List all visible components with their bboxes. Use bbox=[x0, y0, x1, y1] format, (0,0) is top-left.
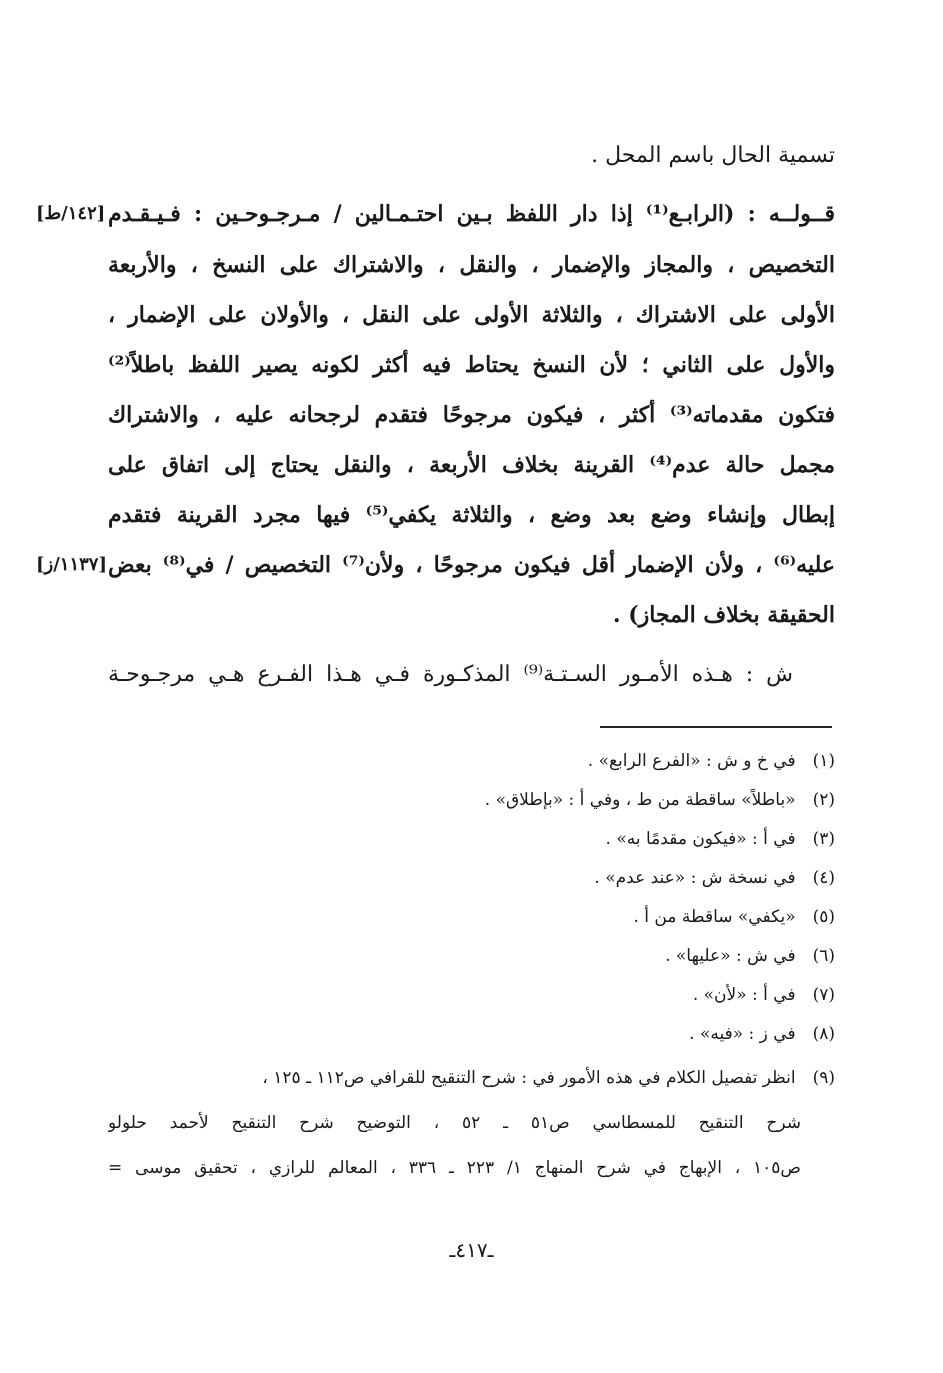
footnote-number: (٩) bbox=[812, 1068, 835, 1088]
text-line-9: عليه⁽⁶⁾ ، ولأن الإضمار أقل فيكون مرجوحًا ، ولأن⁽⁷⁾ التخصيص / في⁽⁸⁾ بعض bbox=[108, 552, 835, 578]
text-line-2: قــولــه : (الرابـع⁽¹⁾ إذا دار اللفظ بـين احتـمـالين / مـرجـوحـين : فـيـقـدم bbox=[108, 201, 835, 227]
footnote-9 bbox=[108, 1063, 835, 1095]
footnote-text: في ز : «فيه» . bbox=[689, 1024, 796, 1044]
footnote-8 bbox=[108, 1019, 835, 1051]
text-line-6: فتكون مقدماته⁽³⁾ أكثر ، فيكون مرجوحًا فتقدم لرجحانه عليه ، والاشتراك bbox=[108, 402, 835, 428]
footnote-9-continuation-1: شرح التنقيح للمسطاسي ص٥١ ـ ٥٢ ، التوضيح شرح التنقيح لأحمد حلولو bbox=[108, 1113, 801, 1133]
text-line-5: والأول على الثاني ؛ لأن النسخ يحتاط فيه أكثر لكونه يصير اللفظ باطلاً⁽²⁾ bbox=[108, 352, 835, 378]
footnote-text: في أ : «لأن» . bbox=[692, 985, 796, 1005]
text-line-7: مجمل حالة عدم⁽⁴⁾ القرينة بخلاف الأربعة ، والنقل يحتاج إلى اتفاق على bbox=[108, 452, 835, 478]
footnote-text: «باطلاً» ساقطة من ط ، وفي أ : «بإطلاق» . bbox=[484, 790, 796, 810]
text-line-8: إبطال وإنشاء وضع بعد وضع ، والثلاثة يكفي⁽⁵⁾ فيها مجرد القرينة فتقدم bbox=[108, 502, 835, 528]
page-number: ـ٤١٧ـ bbox=[449, 1238, 494, 1262]
footnote-text: في خ و ش : «الفرع الرابع» . bbox=[587, 751, 796, 771]
footnote-6 bbox=[108, 941, 835, 973]
footnote-4 bbox=[108, 863, 835, 895]
text-line-3: التخصيص ، والمجاز والإضمار ، والنقل ، والاشتراك على النسخ ، والأربعة bbox=[108, 252, 835, 278]
footnote-text: في أ : «فيكون مقدمًا به» . bbox=[605, 829, 796, 849]
footnote-number: (٨) bbox=[812, 1024, 835, 1044]
footnote-text: في نسخة ش : «عند عدم» . bbox=[594, 868, 796, 888]
margin-marker-ta: [١٤٢/ط] bbox=[36, 203, 106, 224]
footnote-number: (٣) bbox=[812, 829, 835, 849]
text-line-10: الحقيقة بخلاف المجاز) . bbox=[612, 602, 835, 628]
margin-marker-zay: [١١٣٧/ز] bbox=[36, 554, 107, 575]
footnote-number: (٢) bbox=[812, 790, 835, 810]
footnote-text: انظر تفصيل الكلام في هذه الأمور في : شرح التنقيح للقرافي ص١١٢ ـ ١٢٥ ، bbox=[262, 1068, 796, 1088]
footnote-number: (٤) bbox=[812, 868, 835, 888]
text-line-11: ش : هـذه الأمـور السـتـة⁽⁹⁾ المذكـورة فـي هـذا الفـرع هـي مرجـوحـة bbox=[108, 662, 793, 687]
footnote-text: في ش : «عليها» . bbox=[665, 946, 796, 966]
text-line-1: تسمية الحال باسم المحل . bbox=[591, 143, 835, 168]
footnote-separator bbox=[600, 726, 832, 728]
footnote-3 bbox=[108, 824, 835, 856]
footnote-number: (١) bbox=[812, 751, 835, 771]
footnote-1 bbox=[108, 746, 835, 778]
footnote-9-continuation-2: ص١٠٥ ، الإبهاج في شرح المنهاج ١/ ٢٢٣ ـ ٣٣٦ ، المعالم للرازي ، تحقيق موسى = bbox=[108, 1158, 801, 1178]
footnote-text: «يكفي» ساقطة من أ . bbox=[633, 907, 796, 927]
footnote-5 bbox=[108, 902, 835, 934]
footnote-number: (٦) bbox=[812, 946, 835, 966]
footnote-number: (٥) bbox=[812, 907, 835, 927]
text-line-4: الأولى على الاشتراك ، والثلاثة الأولى على النقل ، والأولان على الإضمار ، bbox=[108, 302, 835, 328]
footnote-7 bbox=[108, 980, 835, 1012]
footnote-2 bbox=[108, 785, 835, 817]
footnote-number: (٧) bbox=[812, 985, 835, 1005]
